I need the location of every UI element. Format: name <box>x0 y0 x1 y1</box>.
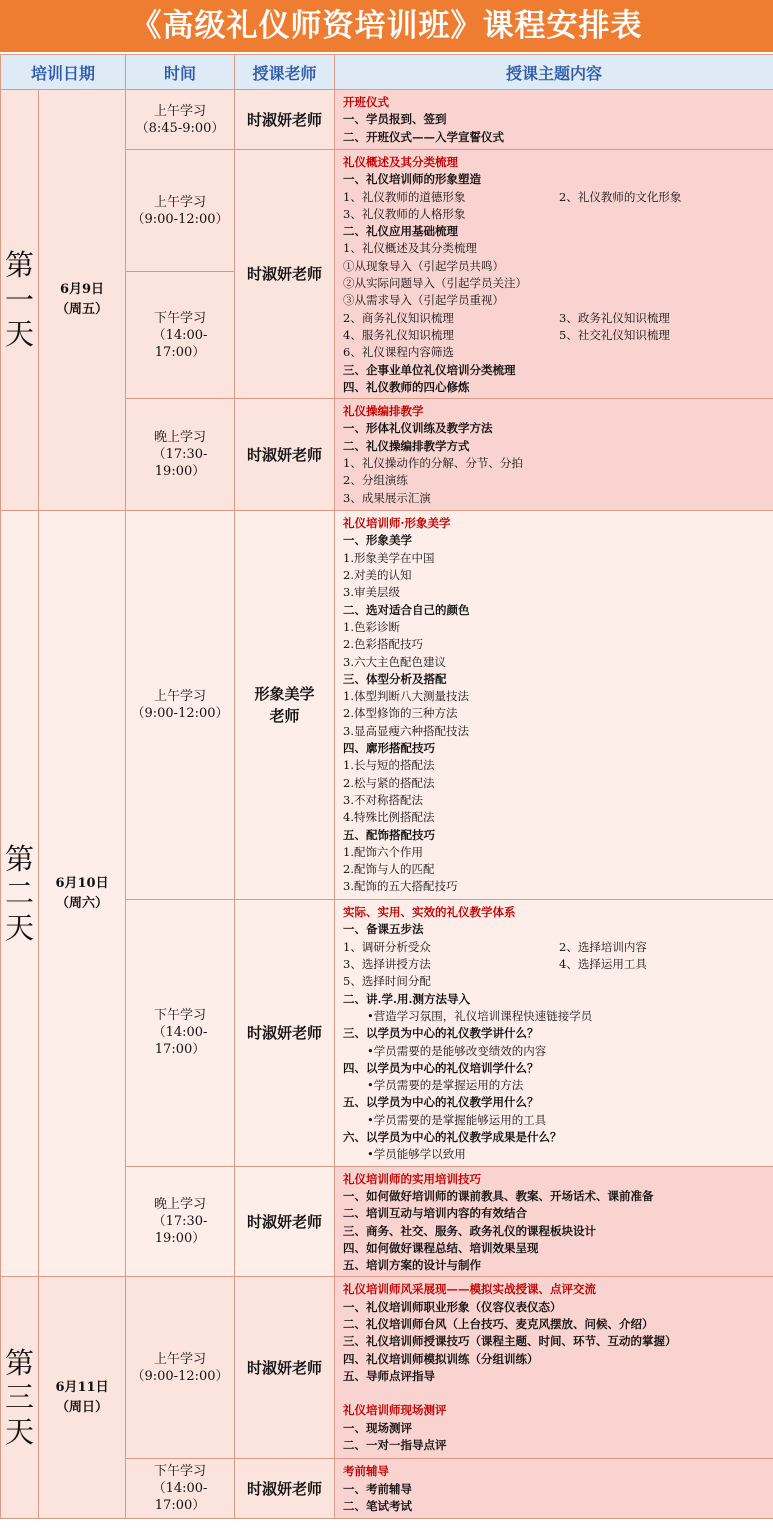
content-cell <box>335 511 773 900</box>
time-cell: 晚上学习 （17:30- 19:00） <box>126 399 235 511</box>
content-cell <box>335 90 773 150</box>
date-cell <box>39 511 126 1277</box>
content-line: 三、体型分析及搭配 <box>343 671 447 686</box>
content-line: 一、备课五步法 <box>343 922 424 937</box>
content-line: 5、选择时间分配 <box>343 974 431 989</box>
content-line: 五、以学员为中心的礼仪教学用什么？ <box>343 1095 539 1110</box>
content-line: 3.六大主色配色建议 <box>343 654 446 669</box>
content-line: 六、以学员为中心的礼仪教学成果是什么？ <box>343 1130 562 1145</box>
content-cell <box>335 1459 773 1519</box>
content-line: 3.配饰的五大搭配技巧 <box>343 879 458 894</box>
content-line: 二、培训互动与培训内容的有效结合 <box>343 1206 528 1221</box>
content-line: 4.特殊比例搭配法 <box>343 810 435 825</box>
table-row <box>1 511 773 900</box>
content-line: •学员需要的是掌握能够运用的工具 <box>367 1112 547 1127</box>
topic-heading: 礼仪培训师·形象美学 <box>343 516 451 531</box>
content-line: 五、培训方案的设计与制作 <box>343 1258 482 1273</box>
content-line: 2.松与紧的搭配法 <box>343 775 435 790</box>
content-line: 四、礼仪教师的四心修炼 <box>343 379 470 394</box>
content-line-right: 2、选择培训内容 <box>559 939 647 954</box>
content-line: ③从需求导入（引起学员重视） <box>343 293 505 308</box>
content-line <box>343 327 771 344</box>
content-line: 2.体型修饰的三种方法 <box>343 706 458 721</box>
content-line-left: 1、礼仪教师的道德形象 <box>343 189 466 204</box>
content-line: 一、礼仪培训师职业形象（仪容仪表仪态） <box>343 1299 562 1314</box>
content-line: 二、一对一指导点评 <box>343 1438 447 1453</box>
content-line: 3、成果展示汇演 <box>343 490 431 505</box>
weekday: （周五） <box>56 302 109 318</box>
topic-heading: 礼仪培训师风采展现——模拟实战授课、点评交流 <box>343 1282 597 1297</box>
content-line-right: 4、选择运用工具 <box>559 957 647 972</box>
content-line: 2.配饰与人的匹配 <box>343 862 435 877</box>
topic-heading: 礼仪培训师现场测评 <box>343 1403 447 1418</box>
day-label: 第 二 天 <box>1 511 39 1277</box>
header-teacher: 授课老师 <box>235 55 335 90</box>
topic-heading: 开班仪式 <box>343 95 390 109</box>
day-label: 第 三 天 <box>1 1277 39 1519</box>
content-line: 一、学员报到、签到 <box>343 112 447 127</box>
content-line: 二、开班仪式——入学宣誓仪式 <box>343 129 505 144</box>
topic-heading: 考前辅导 <box>343 1464 390 1479</box>
content-line: 二、礼仪培训师台风（上台技巧、麦克风摆放、问候、介绍） <box>343 1316 654 1331</box>
content-cell <box>335 1277 773 1459</box>
topic-heading: 礼仪操编排教学 <box>343 404 424 419</box>
content-line: 二、笔试考试 <box>343 1498 413 1513</box>
content-line: 1.色彩诊断 <box>343 619 400 634</box>
time-cell: 上午学习 （9:00-12:00） <box>126 511 235 900</box>
content-line <box>343 939 771 956</box>
content-cell <box>335 1166 773 1277</box>
content-line: 四、以学员为中心的礼仪培训学什么？ <box>343 1060 539 1075</box>
time-cell: 下午学习 （14:00- 17:00） <box>126 272 235 399</box>
teacher-cell: 形象美学 老师 <box>235 511 335 900</box>
content-line: 2.对美的认知 <box>343 568 412 583</box>
content-line: 1、礼仪概述及其分类梳理 <box>343 241 477 256</box>
content-cell <box>335 150 773 399</box>
content-line <box>343 189 771 206</box>
teacher-cell: 时淑妍老师 <box>235 150 335 399</box>
date-cell <box>39 90 126 511</box>
content-cell <box>335 399 773 511</box>
content-line: 1.形象美学在中国 <box>343 550 435 565</box>
content-line: 二、选对适合自己的颜色 <box>343 602 470 617</box>
content-line: 1.长与短的搭配法 <box>343 758 435 773</box>
content-line-left: 3、选择讲授方法 <box>343 957 431 972</box>
content-line: 三、企事业单位礼仪培训分类梳理 <box>343 362 516 377</box>
table-row <box>1 1277 773 1459</box>
header-time: 时间 <box>126 55 235 90</box>
topic-heading: 实际、实用、实效的礼仪教学体系 <box>343 905 516 920</box>
content-line: 一、如何做好培训师的课前教具、教案、开场话术、课前准备 <box>343 1188 654 1203</box>
teacher-cell: 时淑妍老师 <box>235 1277 335 1459</box>
content-line-left: 4、服务礼仪知识梳理 <box>343 327 454 342</box>
weekday: （周六） <box>56 895 109 911</box>
content-line: 一、礼仪培训师的形象塑造 <box>343 172 482 187</box>
content-line: 1、礼仪操动作的分解、分节、分拍 <box>343 456 523 471</box>
content-line: •营造学习氛围，礼仪培训课程快速链接学员 <box>367 1008 593 1023</box>
teacher-cell: 时淑妍老师 <box>235 900 335 1166</box>
content-line: 1.体型判断八大测量技法 <box>343 689 469 704</box>
teacher-cell: 时淑妍老师 <box>235 90 335 150</box>
teacher-cell: 时淑妍老师 <box>235 1459 335 1519</box>
teacher-cell: 时淑妍老师 <box>235 399 335 511</box>
day-label: 第 一 天 <box>1 90 39 511</box>
time-cell: 晚上学习 （17:30- 19:00） <box>126 1166 235 1277</box>
time-cell: 下午学习 （14:00- 17:00） <box>126 900 235 1166</box>
date-cell <box>39 1277 126 1519</box>
date: 6月11日 <box>55 1379 109 1395</box>
content-line: 二、讲.学.用.测方法导入 <box>343 991 471 1006</box>
date: 6月10日 <box>55 875 109 891</box>
content-line <box>343 956 771 973</box>
content-line: 1.配饰六个作用 <box>343 844 423 859</box>
content-line: 三、以学员为中心的礼仪教学讲什么？ <box>343 1026 539 1041</box>
time-cell: 上午学习 （8:45-9:00） <box>126 90 235 150</box>
content-line-right: 3、政务礼仪知识梳理 <box>559 310 670 325</box>
content-line: 一、形象美学 <box>343 533 413 548</box>
content-line-right: 2、礼仪教师的文化形象 <box>559 189 682 204</box>
content-line-left: 1、调研分析受众 <box>343 939 431 954</box>
weekday: （周日） <box>56 1399 109 1415</box>
content-line: 五、导师点评指导 <box>343 1368 436 1383</box>
content-line-left: 2、商务礼仪知识梳理 <box>343 310 454 325</box>
topic-heading: 礼仪培训师的实用培训技巧 <box>343 1171 482 1186</box>
time-cell: 上午学习 （9:00-12:00） <box>126 150 235 272</box>
header-row <box>1 55 773 90</box>
content-line: 3.显高显瘦六种搭配技法 <box>343 723 469 738</box>
content-line <box>343 1385 771 1402</box>
content-line: 2.色彩搭配技巧 <box>343 637 423 652</box>
content-line: 三、礼仪培训师授课技巧（课程主题、时间、环节、互动的掌握） <box>343 1334 677 1349</box>
content-line: •学员能够学以致用 <box>367 1147 466 1162</box>
content-cell <box>335 900 773 1166</box>
content-line: 四、礼仪培训师模拟训练（分组训练） <box>343 1351 539 1366</box>
teacher-cell: 时淑妍老师 <box>235 1166 335 1277</box>
header-content: 授课主题内容 <box>335 55 773 90</box>
time-cell: 上午学习 （9:00-12:00） <box>126 1277 235 1459</box>
content-line: 一、形体礼仪训练及教学方法 <box>343 421 493 436</box>
content-line: 3.审美层级 <box>343 585 400 600</box>
date: 6月9日 <box>59 282 105 298</box>
content-line: 二、礼仪应用基础梳理 <box>343 224 459 239</box>
page-title: 《高级礼仪师资培训班》课程安排表 <box>0 0 773 52</box>
content-line-right: 5、社交礼仪知识梳理 <box>559 327 670 342</box>
content-line: 3.不对称搭配法 <box>343 792 423 807</box>
time-cell: 下午学习 （14:00- 17:00） <box>126 1459 235 1519</box>
header-date: 培训日期 <box>1 55 126 90</box>
table-row <box>1 90 773 150</box>
schedule-table <box>0 54 773 1519</box>
content-line: 四、如何做好课程总结、培训效果呈现 <box>343 1240 539 1255</box>
content-line: •学员需要的是掌握运用的方法 <box>367 1078 524 1093</box>
content-line: 四、廓形搭配技巧 <box>343 741 436 756</box>
content-line: 二、礼仪操编排教学方式 <box>343 438 470 453</box>
content-line: 三、商务、社交、服务、政务礼仪的课程板块设计 <box>343 1223 597 1238</box>
content-line: ②从实际问题导入（引起学员关注） <box>343 276 528 291</box>
content-line: 3、礼仪教师的人格形象 <box>343 206 466 221</box>
content-line: 一、现场测评 <box>343 1420 413 1435</box>
topic-heading: 礼仪概述及其分类梳理 <box>343 155 459 169</box>
content-line: 五、配饰搭配技巧 <box>343 827 436 842</box>
content-line: 一、考前辅导 <box>343 1481 413 1496</box>
content-line: ①从现象导入（引起学员共鸣） <box>343 258 505 273</box>
content-line <box>343 310 771 327</box>
content-line: •学员需要的是能够改变绩效的内容 <box>367 1043 547 1058</box>
content-line: 6、礼仪课程内容筛选 <box>343 345 454 360</box>
content-line: 2、分组演练 <box>343 473 408 488</box>
